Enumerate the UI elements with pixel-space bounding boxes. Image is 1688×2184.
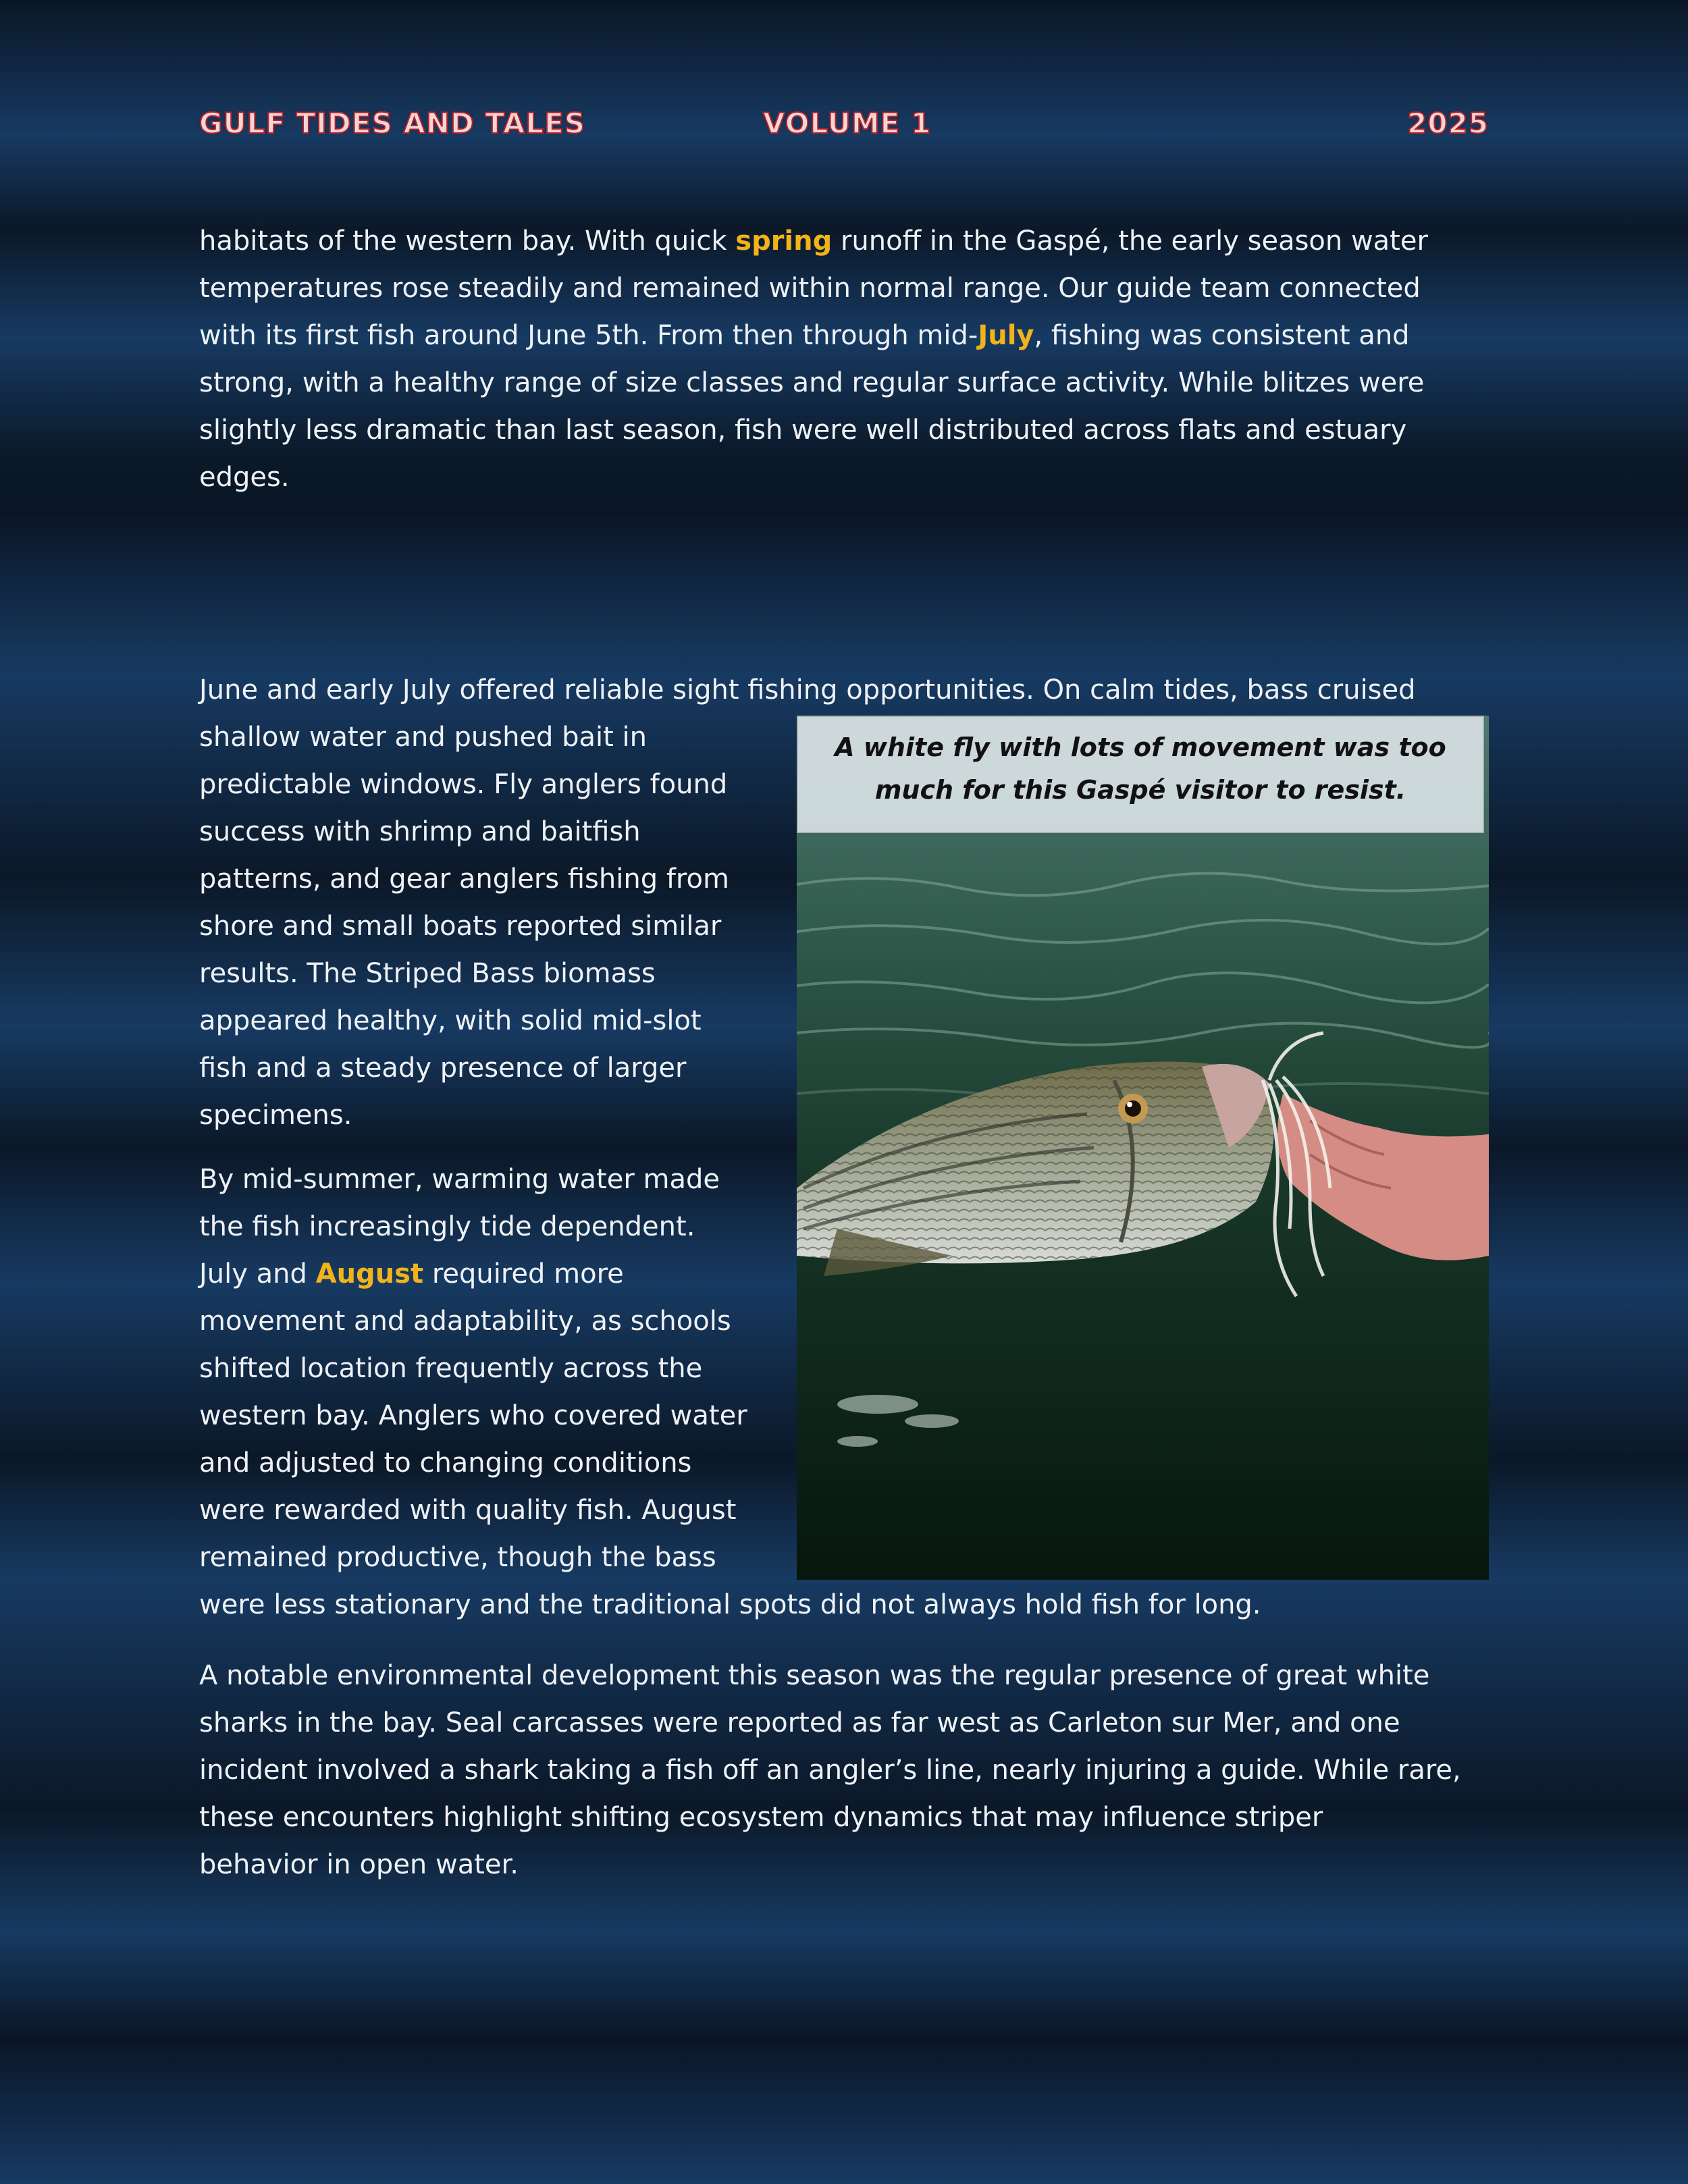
sharks-paragraph [199, 1652, 1461, 1888]
text-line: results. The Striped Bass biomass [199, 958, 656, 989]
text-line: specimens. [199, 1100, 352, 1131]
text-line: appeared healthy, with solid mid-slot [199, 1005, 702, 1036]
text-line: slightly less dramatic than last season, fish were well distributed across flats and estuary [199, 415, 1407, 446]
volume-label: VOLUME 1 [763, 107, 932, 140]
text-line: temperatures rose steadily and remained within normal range. Our guide team connected [199, 273, 1421, 304]
text-line: A notable environmental development this season was the regular presence of great white [199, 1660, 1430, 1691]
running-header [199, 107, 1489, 147]
text-line: shifted location frequently across the [199, 1353, 703, 1384]
text-line: incident involved a shark taking a fish off an angler’s line, nearly injuring a guide. While rare, [199, 1755, 1461, 1786]
text-line: behavior in open water. [199, 1849, 519, 1880]
text-line: June and early July offered reliable sight fishing opportunities. On calm tides, bass cruised [199, 674, 1416, 705]
text-line: shallow water and pushed bait in [199, 722, 648, 753]
year-label: 2025 [1407, 107, 1489, 140]
text-line: By mid-summer, warming water made [199, 1164, 720, 1195]
text-line: the fish increasingly tide dependent. [199, 1211, 695, 1242]
text-line: with its first fish around June 5th. From then through mid-July, fishing was consistent and [199, 320, 1410, 351]
caption-line: A white fly with lots of movement was too [835, 733, 1446, 762]
caption-line: much for this Gaspé visitor to resist. [874, 775, 1406, 805]
text-line: strong, with a healthy range of size classes and regular surface activity. While blitzes were [199, 367, 1425, 398]
text-line: were less stationary and the traditional spots did not always hold fish for long. [199, 1589, 1261, 1620]
text-line: remained productive, though the bass [199, 1542, 716, 1573]
text-line: western bay. Anglers who covered water [199, 1400, 747, 1431]
text-line: shore and small boats reported similar [199, 911, 722, 942]
text-line: were rewarded with quality fish. August [199, 1495, 737, 1526]
text-line: movement and adaptability, as schools [199, 1306, 731, 1337]
text-line: these encounters highlight shifting ecosystem dynamics that may influence striper [199, 1802, 1323, 1833]
highlight-july: July [978, 320, 1034, 351]
text-line: fish and a steady presence of larger [199, 1053, 687, 1084]
highlight-august: August [315, 1258, 424, 1289]
text-line: edges. [199, 462, 290, 493]
text-line: and adjusted to changing conditions [199, 1447, 692, 1479]
photo-caption [797, 716, 1484, 833]
text-line: success with shrimp and baitfish [199, 816, 641, 847]
text-line: patterns, and gear anglers fishing from [199, 863, 729, 895]
text-line: July and August required more [199, 1258, 624, 1289]
intro-paragraph [199, 217, 1428, 501]
photo-illustration [797, 716, 1489, 1580]
text-line: sharks in the bay. Seal carcasses were reported as far west as Carleton sur Mer, and one [199, 1707, 1400, 1738]
striped-bass-photo [797, 716, 1489, 1580]
text-line: predictable windows. Fly anglers found [199, 769, 728, 800]
text-line: habitats of the western bay. With quick spring runoff in the Gaspé, the early season water [199, 225, 1428, 257]
publication-title: GULF TIDES AND TALES [199, 107, 586, 140]
highlight-spring: spring [735, 225, 833, 257]
